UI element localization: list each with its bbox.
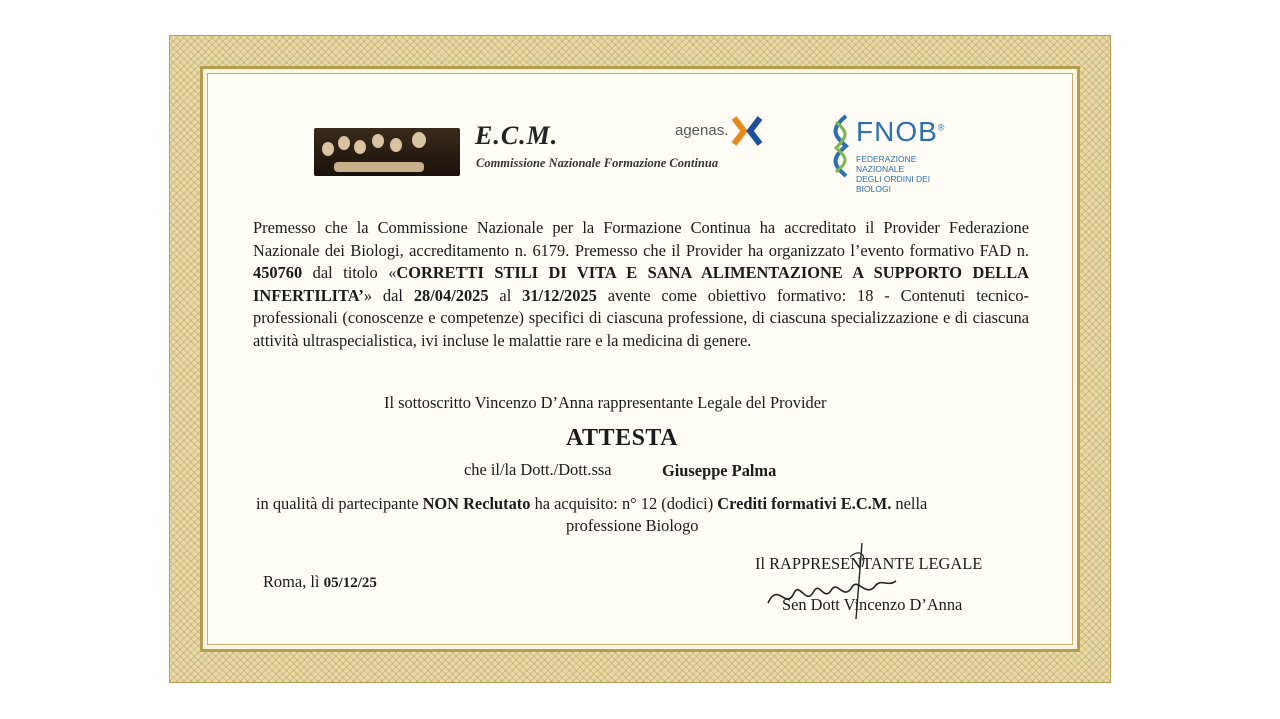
fnob-title: FNOB®: [856, 116, 946, 147]
undersigned-statement: Il sottoscritto Vincenzo D’Anna rappresentante Legale del Provider: [384, 393, 827, 412]
certificate-border: [169, 35, 1111, 683]
agenas-label: agenas.: [675, 122, 729, 139]
issue-date: 05/12/25: [323, 575, 377, 591]
date-from: 28/04/2025: [413, 285, 489, 305]
attesta-heading: ATTESTA: [566, 425, 678, 451]
certificate-body-paragraph: Premesso che la Commissione Nazionale per la Formazione Continua ha accreditato il Provider Federazione Nazionale dei Biologi, accreditamento n. 6179. Premesso che il Provider ha organizzato l’evento formativo FAD n. 450760 dal titolo «CORRETTI STILI DI VITA E SANA ALIMENTAZIONE A SUPPORTO DELLA INFERTILITA’» dal 28/04/2025 al 31/12/2025 avente come obiettivo formativo: 18 - Contenuti tecnico-professionali (conoscenze e competenze) specifici di ciascuna professione, di ciascuna specializzazione e di ciascuna attività ultraspecialistica, ivi incluse le malattie rare e la medicina di genere.: [253, 218, 1029, 350]
credits-profession: professione Biologo: [566, 516, 699, 535]
fnob-subtitle: FEDERAZIONE NAZIONALE DEGLI ORDINI DEI BIOLOGI: [856, 154, 931, 194]
ecm-subtitle: Commissione Nazionale Formazione Continua: [476, 156, 719, 170]
handwritten-signature: [758, 541, 908, 621]
anatomy-lesson-painting-logo: [314, 128, 460, 176]
place-date: Roma, lì 05/12/25: [263, 572, 377, 591]
participant-prefix: che il/la Dott./Dott.ssa: [464, 460, 612, 479]
event-number: 450760: [253, 263, 303, 282]
fnob-dna-helix-icon: [830, 114, 852, 178]
ecm-title: E.C.M.: [475, 121, 559, 150]
date-to: 31/12/2025: [522, 285, 597, 305]
participant-name: Giuseppe Palma: [662, 461, 777, 480]
legal-representative-title: Il RAPPRESENTANTE LEGALE: [755, 554, 983, 573]
event-title: CORRETTI STILI DI VITA E SANA ALIMENTAZIONE A SUPPORTO DELLA INFERTILITA’: [253, 263, 1029, 305]
agenas-logo-icon: [730, 116, 764, 146]
legal-representative-name: Sen Dott Vincenzo D’Anna: [782, 595, 963, 614]
credits-statement: in qualità di partecipante NON Reclutato ha acquisito: n° 12 (dodici) Crediti formativi E.C.M. nella: [256, 494, 928, 513]
